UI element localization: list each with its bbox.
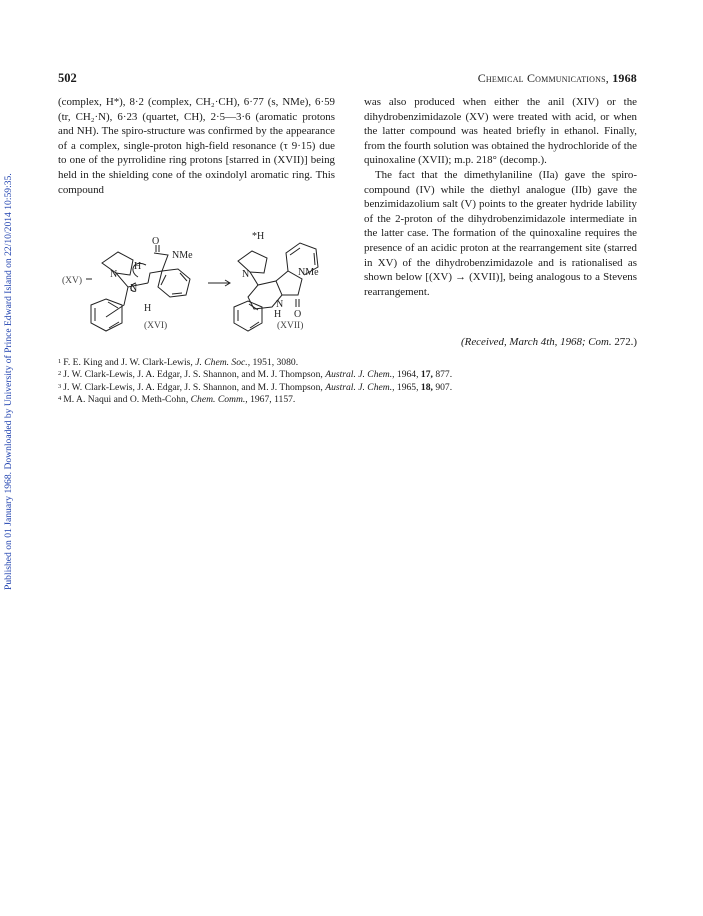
ref-authors: J. W. Clark-Lewis, J. A. Edgar, J. S. Shannon, and M. J. Thompson, bbox=[63, 369, 323, 381]
atom-o-xvi: O bbox=[152, 236, 160, 247]
right-column bbox=[364, 95, 637, 299]
label-xv: (XV) bbox=[62, 276, 83, 286]
benzene-double-bonds-xvii bbox=[238, 304, 259, 328]
ref-year: 1967, bbox=[250, 393, 272, 405]
journal-name: Chemical Communications, bbox=[477, 71, 609, 85]
journal-header bbox=[478, 71, 637, 86]
atom-h2-xvi: H bbox=[144, 303, 152, 314]
ref-pages: 907. bbox=[435, 381, 453, 393]
ref-pages: 1157. bbox=[274, 393, 296, 405]
com-number: 272.) bbox=[614, 336, 637, 348]
journal-year: 1968 bbox=[612, 71, 637, 85]
atom-nme-xvii: NMe bbox=[298, 267, 319, 278]
references bbox=[58, 356, 648, 405]
ref-volume: 18, bbox=[420, 381, 433, 393]
left-paragraph: (complex, H*), 8·2 (complex, CH₂·CH), 6·77 (s, NMe), 6·59 (tr, CH₂·N), 6·23 (quartet, CH), 2·5—3·6 (aromatic protons and NH). The spiro-structure was confirmed by the appearance of a complex, single-proton high-field resonance (τ 9·15) due to one of the pyrrolidine ring protons [starred in (XVII)] being held in the shielding cone of the oxindolyl aromatic ring. This compound bbox=[58, 96, 335, 196]
right-paragraph-1: was also produced when either the anil (XIV) or the dihydrobenzimidazole (XV) were treated with acid, or when the latter compound was heated briefly in ethanol. Finally, from the fourth solution was obtained the hydrochloride of the quinoxaline (XVII); m.p. 218° (decomp.). bbox=[364, 96, 637, 167]
page-number: 502 bbox=[58, 71, 77, 85]
reference-item bbox=[58, 393, 648, 405]
received-line bbox=[364, 335, 637, 349]
ref-year: 1951, bbox=[252, 357, 275, 368]
bond-chain-xvi bbox=[106, 287, 128, 317]
atom-h-xvii: H bbox=[274, 309, 282, 320]
ref-authors: M. A. Naqui and O. Meth-Cohn, bbox=[63, 393, 189, 405]
ref-number: 3 bbox=[58, 382, 62, 390]
received-date: (Received, March 4th, 1968; bbox=[461, 336, 586, 348]
upper-benzene-double-bonds bbox=[290, 248, 315, 265]
atom-n1-xvii: N bbox=[242, 269, 250, 280]
reference-item bbox=[58, 381, 648, 393]
atom-n2-xvii: N bbox=[276, 299, 284, 310]
ref-authors: J. W. Clark-Lewis, J. A. Edgar, J. S. Shannon, and M. J. Thompson, bbox=[63, 381, 323, 393]
com-label: Com. bbox=[588, 336, 612, 348]
atom-o-xvii: O bbox=[294, 309, 302, 320]
atom-nme-xvi: NMe bbox=[172, 250, 193, 261]
right-paragraph-2: The fact that the dimethylaniline (IIa) gave the spiro-compound (IV) while the diethyl analogue (IIb) gave the benzimidazolium salt (V) points to the greater hydride lability of the 2-proton of the dihydrobenzimidazole intermediate in the latter case. The formation of the quinoxaline requires the presence of an acidic proton at the rearrangement site (starred in XV) of the dihydrobenzimidazole and is rationalised as shown below [(XV) → (XVII)], being analogous to a Stevens rearrangement. bbox=[364, 168, 637, 298]
ref-number: 2 bbox=[58, 370, 62, 378]
ref-year: 1965, bbox=[396, 381, 419, 393]
ref-number: 4 bbox=[58, 394, 62, 402]
ref-pages: 3080. bbox=[276, 357, 299, 368]
ref-pages: 877. bbox=[435, 369, 453, 381]
atom-n2-xvi: N bbox=[130, 283, 138, 294]
reference-item bbox=[58, 368, 648, 380]
ref-journal: Austral. J. Chem., bbox=[325, 381, 395, 393]
label-xvi: (XVI) bbox=[144, 321, 168, 331]
oxindole-five-ring bbox=[148, 253, 168, 283]
ref-number: 1 bbox=[58, 358, 62, 365]
label-xvii: (XVII) bbox=[277, 321, 304, 331]
pyrrolidine-ring-xvi bbox=[102, 252, 133, 275]
benzene-double-bonds-xvi bbox=[95, 302, 119, 328]
atom-h1-xvi: H bbox=[134, 261, 142, 272]
atom-star-h-xvii: *H bbox=[252, 231, 265, 242]
ref-journal: J. Chem. Soc., bbox=[195, 357, 251, 368]
oxindole-double-bonds bbox=[161, 273, 187, 294]
ref-journal: Chem. Comm., bbox=[190, 393, 248, 405]
benzene-ring-xvi bbox=[91, 299, 122, 331]
ref-authors: F. E. King and J. W. Clark-Lewis, bbox=[63, 357, 193, 368]
ref-volume: 17, bbox=[420, 369, 433, 381]
download-notice-sidebar bbox=[2, 90, 16, 590]
oxindole-benzene-ring bbox=[158, 269, 190, 297]
atom-n1-xvi: N bbox=[110, 269, 118, 280]
carbonyl-xvii bbox=[296, 299, 299, 307]
left-column bbox=[58, 95, 335, 197]
ref-journal: Austral. J. Chem., bbox=[325, 369, 395, 381]
ref-year: 1964, bbox=[396, 369, 419, 381]
reaction-scheme-figure bbox=[62, 225, 347, 337]
reaction-scheme-svg bbox=[62, 225, 347, 337]
published-notice: Published on 01 January 1968. Downloaded by University of Prince Edward Island on 22/10/2014 10:59:35. bbox=[3, 173, 14, 590]
reference-item bbox=[58, 356, 648, 368]
